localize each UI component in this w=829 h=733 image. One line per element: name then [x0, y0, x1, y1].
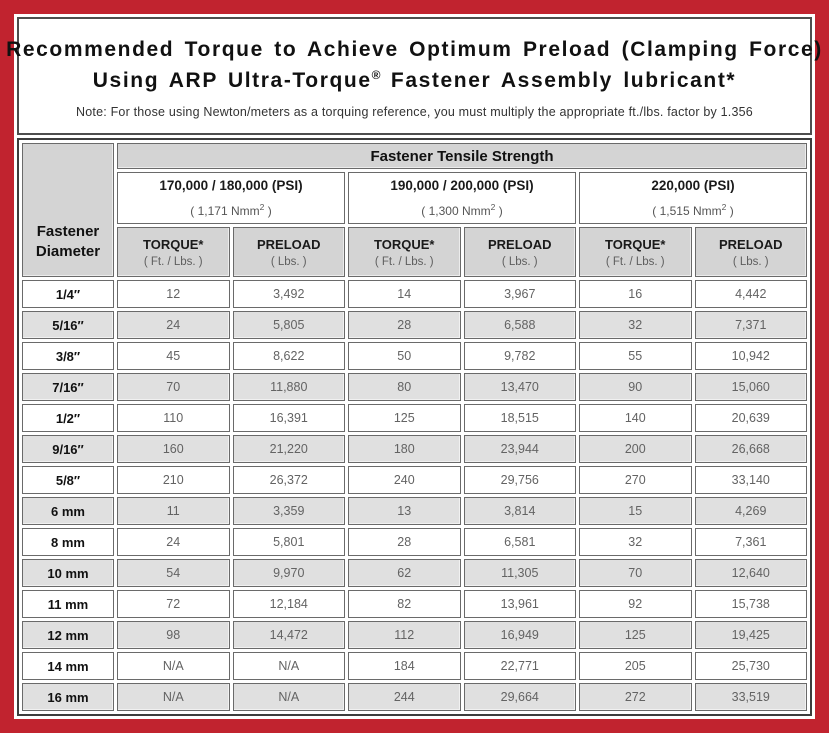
value-cell: 55: [579, 342, 692, 370]
value-cell: 9,782: [464, 342, 577, 370]
value-cell: 13: [348, 497, 461, 525]
value-cell: 3,814: [464, 497, 577, 525]
value-cell: 15,738: [695, 590, 808, 618]
value-cell: 112: [348, 621, 461, 649]
value-cell: 15: [579, 497, 692, 525]
value-cell: 29,756: [464, 466, 577, 494]
corner-header-fastener-diameter: [22, 143, 114, 277]
torque-column-header-0: TORQUE* ( Ft. / Lbs. ): [117, 227, 230, 277]
value-cell: 25,730: [695, 652, 808, 680]
title-line2-text: Using ARP Ultra-Torque: [92, 68, 372, 92]
preload-column-header-0: PRELOAD ( Lbs. ): [233, 227, 346, 277]
value-cell: 22,771: [464, 652, 577, 680]
table-row: [22, 652, 807, 680]
nmm-label-0: ( 1,171 Nmm$^2$ ): [190, 202, 272, 218]
value-cell: 28: [348, 311, 461, 339]
value-cell: 9,970: [233, 559, 346, 587]
value-cell: 50: [348, 342, 461, 370]
value-cell: 80: [348, 373, 461, 401]
table-row: [22, 528, 807, 556]
value-cell: 12: [117, 280, 230, 308]
value-cell: 24: [117, 528, 230, 556]
value-cell: 270: [579, 466, 692, 494]
value-cell: 160: [117, 435, 230, 463]
conversion-note: Note: For those using Newton/meters as a torquing reference, you must multiply the appropriate ft./lbs. factor by 1.356: [76, 104, 753, 119]
value-cell: 7,371: [695, 311, 808, 339]
diameter-cell: 12 mm: [22, 621, 114, 649]
value-cell: 16,949: [464, 621, 577, 649]
value-cell: 6,588: [464, 311, 577, 339]
value-cell: 32: [579, 528, 692, 556]
value-cell: N/A: [233, 683, 346, 711]
table-container: [17, 138, 812, 716]
table-row: [22, 404, 807, 432]
diameter-cell: 1/4″: [22, 280, 114, 308]
diameter-cell: 16 mm: [22, 683, 114, 711]
value-cell: 184: [348, 652, 461, 680]
page-title-line2: [93, 66, 736, 96]
title-box: [6, 17, 823, 135]
value-cell: 14,472: [233, 621, 346, 649]
diameter-cell: 5/8″: [22, 466, 114, 494]
value-cell: 26,668: [695, 435, 808, 463]
value-cell: 3,359: [233, 497, 346, 525]
diameter-cell: 5/16″: [22, 311, 114, 339]
psi-label-2: 220,000 (PSI): [651, 178, 735, 193]
table-row: [22, 683, 807, 711]
value-cell: N/A: [117, 652, 230, 680]
value-cell: 7,361: [695, 528, 808, 556]
strength-group-header-0: [117, 172, 345, 224]
table-row: [22, 559, 807, 587]
value-cell: 3,492: [233, 280, 346, 308]
value-cell: 6,581: [464, 528, 577, 556]
diameter-cell: 1/2″: [22, 404, 114, 432]
diameter-cell: 6 mm: [22, 497, 114, 525]
value-cell: 11: [117, 497, 230, 525]
table-row: [22, 435, 807, 463]
value-cell: N/A: [233, 652, 346, 680]
value-cell: 82: [348, 590, 461, 618]
value-cell: 240: [348, 466, 461, 494]
preload-column-header-2: PRELOAD ( Lbs. ): [695, 227, 808, 277]
value-cell: 29,664: [464, 683, 577, 711]
psi-label-1: 190,000 / 200,000 (PSI): [390, 178, 534, 193]
value-cell: 125: [348, 404, 461, 432]
value-cell: 140: [579, 404, 692, 432]
table-row: [22, 497, 807, 525]
table-row: [22, 466, 807, 494]
torque-spec-table: [17, 138, 812, 716]
value-cell: 33,140: [695, 466, 808, 494]
title-line2-text-end: Fastener Assembly lubricant*: [380, 68, 737, 92]
strength-group-header-2: [579, 172, 807, 224]
value-cell: 62: [348, 559, 461, 587]
table-row: [22, 342, 807, 370]
value-cell: 28: [348, 528, 461, 556]
value-cell: 23,944: [464, 435, 577, 463]
value-cell: 200: [579, 435, 692, 463]
value-cell: 210: [117, 466, 230, 494]
value-cell: 272: [579, 683, 692, 711]
value-cell: N/A: [117, 683, 230, 711]
value-cell: 16,391: [233, 404, 346, 432]
value-cell: 21,220: [233, 435, 346, 463]
registered-trademark-symbol: ®: [371, 67, 381, 82]
value-cell: 20,639: [695, 404, 808, 432]
value-cell: 92: [579, 590, 692, 618]
value-cell: 72: [117, 590, 230, 618]
value-cell: 24: [117, 311, 230, 339]
value-cell: 90: [579, 373, 692, 401]
value-cell: 19,425: [695, 621, 808, 649]
value-cell: 33,519: [695, 683, 808, 711]
value-cell: 12,640: [695, 559, 808, 587]
value-cell: 45: [117, 342, 230, 370]
table-row: [22, 590, 807, 618]
value-cell: 16: [579, 280, 692, 308]
value-cell: 110: [117, 404, 230, 432]
value-cell: 13,470: [464, 373, 577, 401]
nmm-label-2: ( 1,515 Nmm$^2$ ): [652, 202, 734, 218]
value-cell: 8,622: [233, 342, 346, 370]
strength-group-header-1: [348, 172, 576, 224]
value-cell: 54: [117, 559, 230, 587]
psi-label-0: 170,000 / 180,000 (PSI): [159, 178, 303, 193]
value-cell: 26,372: [233, 466, 346, 494]
diameter-cell: 9/16″: [22, 435, 114, 463]
value-cell: 5,805: [233, 311, 346, 339]
table-row: [22, 373, 807, 401]
value-cell: 3,967: [464, 280, 577, 308]
page-title-line1: Recommended Torque to Achieve Optimum Preload (Clamping Force): [6, 38, 823, 62]
value-cell: 10,942: [695, 342, 808, 370]
diameter-cell: 11 mm: [22, 590, 114, 618]
table-row: [22, 621, 807, 649]
value-cell: 244: [348, 683, 461, 711]
diameter-cell: 14 mm: [22, 652, 114, 680]
value-cell: 11,305: [464, 559, 577, 587]
diameter-cell: 8 mm: [22, 528, 114, 556]
value-cell: 70: [579, 559, 692, 587]
page-inner: [6, 14, 823, 719]
value-cell: 11,880: [233, 373, 346, 401]
diameter-cell: 3/8″: [22, 342, 114, 370]
header-fastener-tensile-strength: Fastener Tensile Strength: [117, 143, 807, 169]
value-cell: 70: [117, 373, 230, 401]
value-cell: 12,184: [233, 590, 346, 618]
value-cell: 205: [579, 652, 692, 680]
torque-column-header-2: TORQUE* ( Ft. / Lbs. ): [579, 227, 692, 277]
diameter-cell: 7/16″: [22, 373, 114, 401]
table-row: [22, 280, 807, 308]
value-cell: 4,269: [695, 497, 808, 525]
value-cell: 13,961: [464, 590, 577, 618]
value-cell: 5,801: [233, 528, 346, 556]
value-cell: 125: [579, 621, 692, 649]
corner-label-line1: Fastener: [36, 222, 100, 240]
value-cell: 180: [348, 435, 461, 463]
preload-column-header-1: PRELOAD ( Lbs. ): [464, 227, 577, 277]
value-cell: 15,060: [695, 373, 808, 401]
value-cell: 14: [348, 280, 461, 308]
value-cell: 4,442: [695, 280, 808, 308]
corner-label-line2: Diameter: [35, 242, 101, 260]
nmm-label-1: ( 1,300 Nmm$^2$ ): [421, 202, 503, 218]
torque-column-header-1: TORQUE* ( Ft. / Lbs. ): [348, 227, 461, 277]
value-cell: 32: [579, 311, 692, 339]
table-row: [22, 311, 807, 339]
value-cell: 18,515: [464, 404, 577, 432]
value-cell: 98: [117, 621, 230, 649]
diameter-cell: 10 mm: [22, 559, 114, 587]
